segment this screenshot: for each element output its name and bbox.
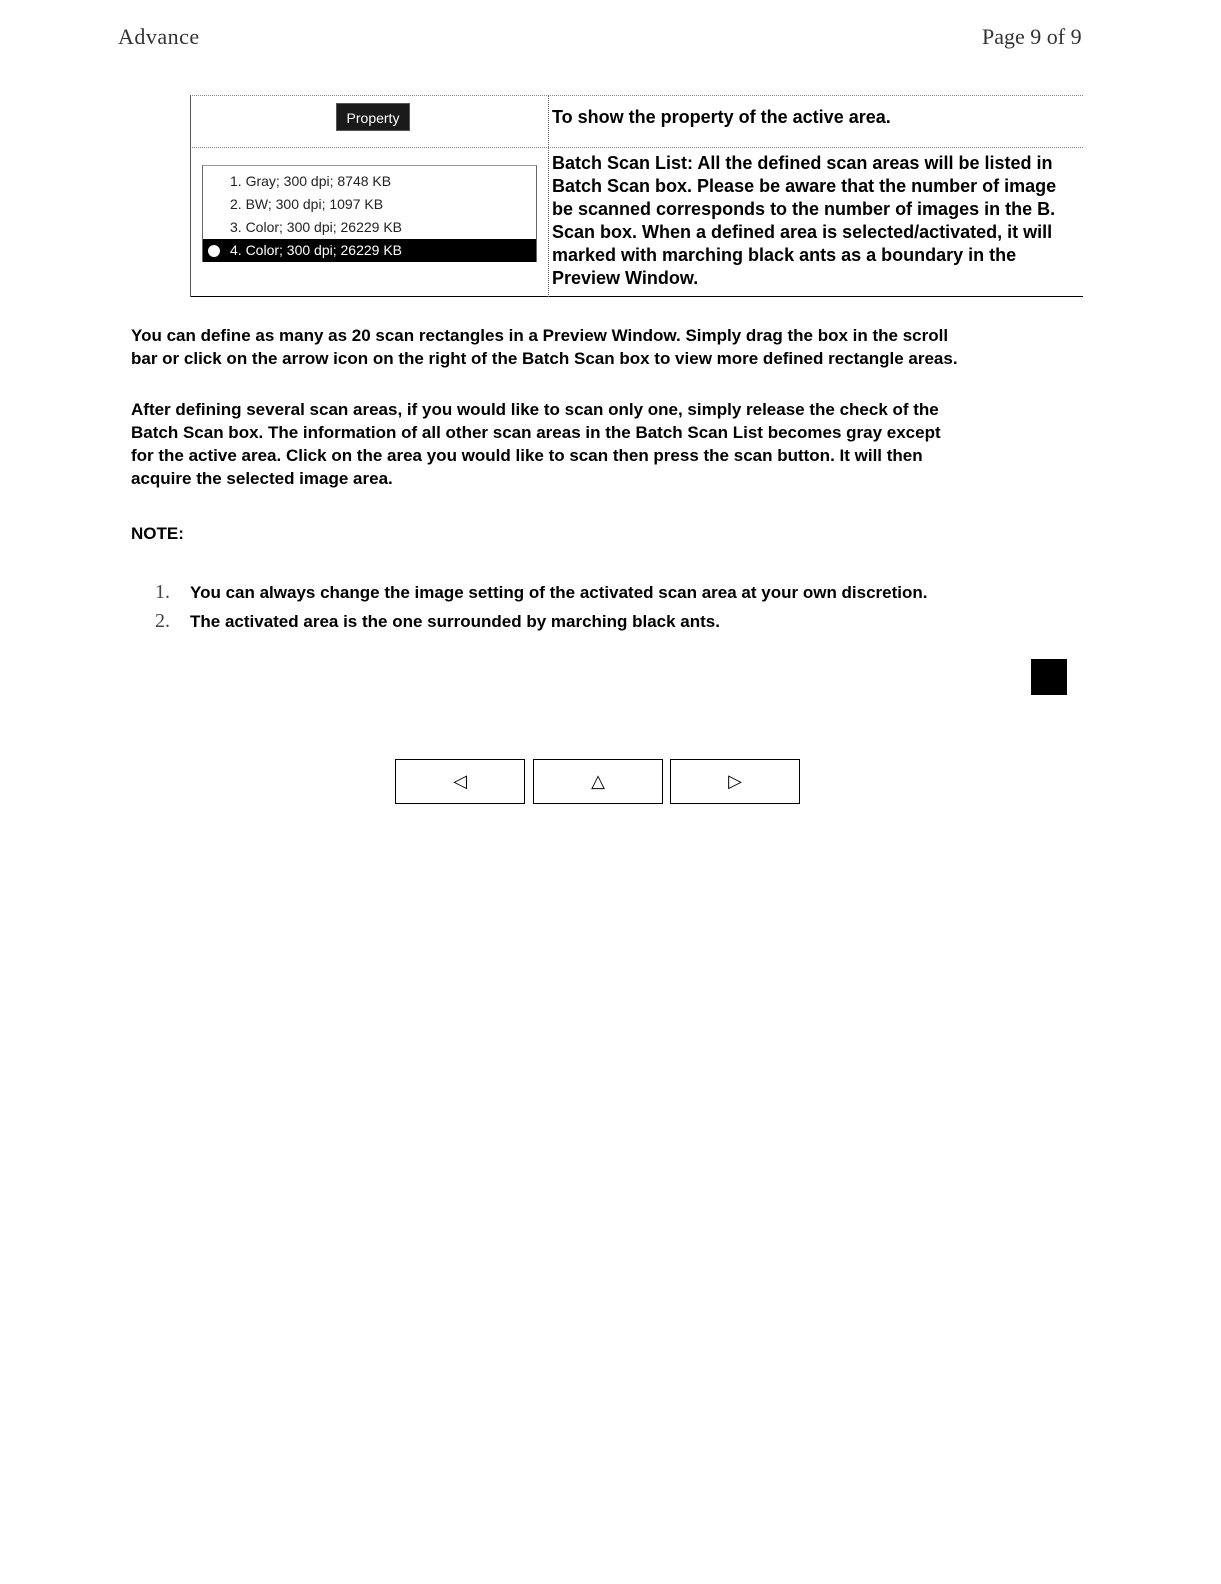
note-item: 2. The activated area is the one surrounded by marching black ants.: [155, 610, 720, 632]
batch-item[interactable]: 3. Color; 300 dpi; 26229 KB: [230, 219, 403, 235]
note-item: 1. You can always change the image setting of the activated scan area at your own discretion.: [155, 581, 928, 603]
feature-table: [190, 95, 1083, 297]
page-number: Page 9 of 9: [982, 24, 1082, 49]
note-label: NOTE:: [131, 524, 184, 543]
batch-item[interactable]: 1. Gray; 300 dpi; 8748 KB: [230, 173, 392, 189]
table-bottom-border: [190, 296, 1083, 297]
paragraph-single-scan: After defining several scan areas, if you would like to scan only one, simply release the check of the Batch Scan box. The information of all other scan areas in the Batch Scan List becomes gray except for the active area. Click on the area you would like to scan then press the scan button. It will then acquire the selected image area.: [131, 400, 941, 488]
batch-item[interactable]: 2. BW; 300 dpi; 1097 KB: [230, 196, 384, 212]
arrow-right-icon: ▷: [728, 771, 742, 792]
header-title: Advance: [118, 24, 200, 49]
property-button[interactable]: Property: [336, 103, 410, 131]
note-list: [155, 578, 928, 636]
black-square-marker: [1031, 659, 1067, 695]
table-row-divider: [190, 147, 1083, 148]
batch-item-selected[interactable]: 4. Color; 300 dpi; 26229 KB: [203, 239, 536, 262]
arrow-left-icon: ◁: [453, 771, 467, 792]
table-column-divider: [548, 95, 549, 297]
property-description: To show the property of the active area.: [552, 107, 891, 127]
up-page-button[interactable]: [533, 759, 663, 804]
table-top-border: [190, 95, 1083, 96]
arrow-up-icon: △: [591, 771, 605, 792]
batch-list-description: Batch Scan List: All the defined scan areas will be listed in Batch Scan box. Please be aware that the number of image be scanned corresponds to the number of images in the B. Scan box. When a defined area is selected/activated, it will marked with marching black ants as a boundary in the Preview Window.: [552, 153, 1057, 288]
table-left-border: [190, 95, 191, 297]
next-page-button[interactable]: [670, 759, 800, 804]
batch-scan-list[interactable]: [202, 165, 537, 262]
paragraph-scan-rectangles: You can define as many as 20 scan rectangles in a Preview Window. Simply drag the box in the scroll bar or click on the arrow icon on the right of the Batch Scan box to view more defined rectangle areas.: [131, 326, 958, 368]
selected-dot-icon: [208, 245, 220, 257]
previous-page-button[interactable]: [395, 759, 525, 804]
